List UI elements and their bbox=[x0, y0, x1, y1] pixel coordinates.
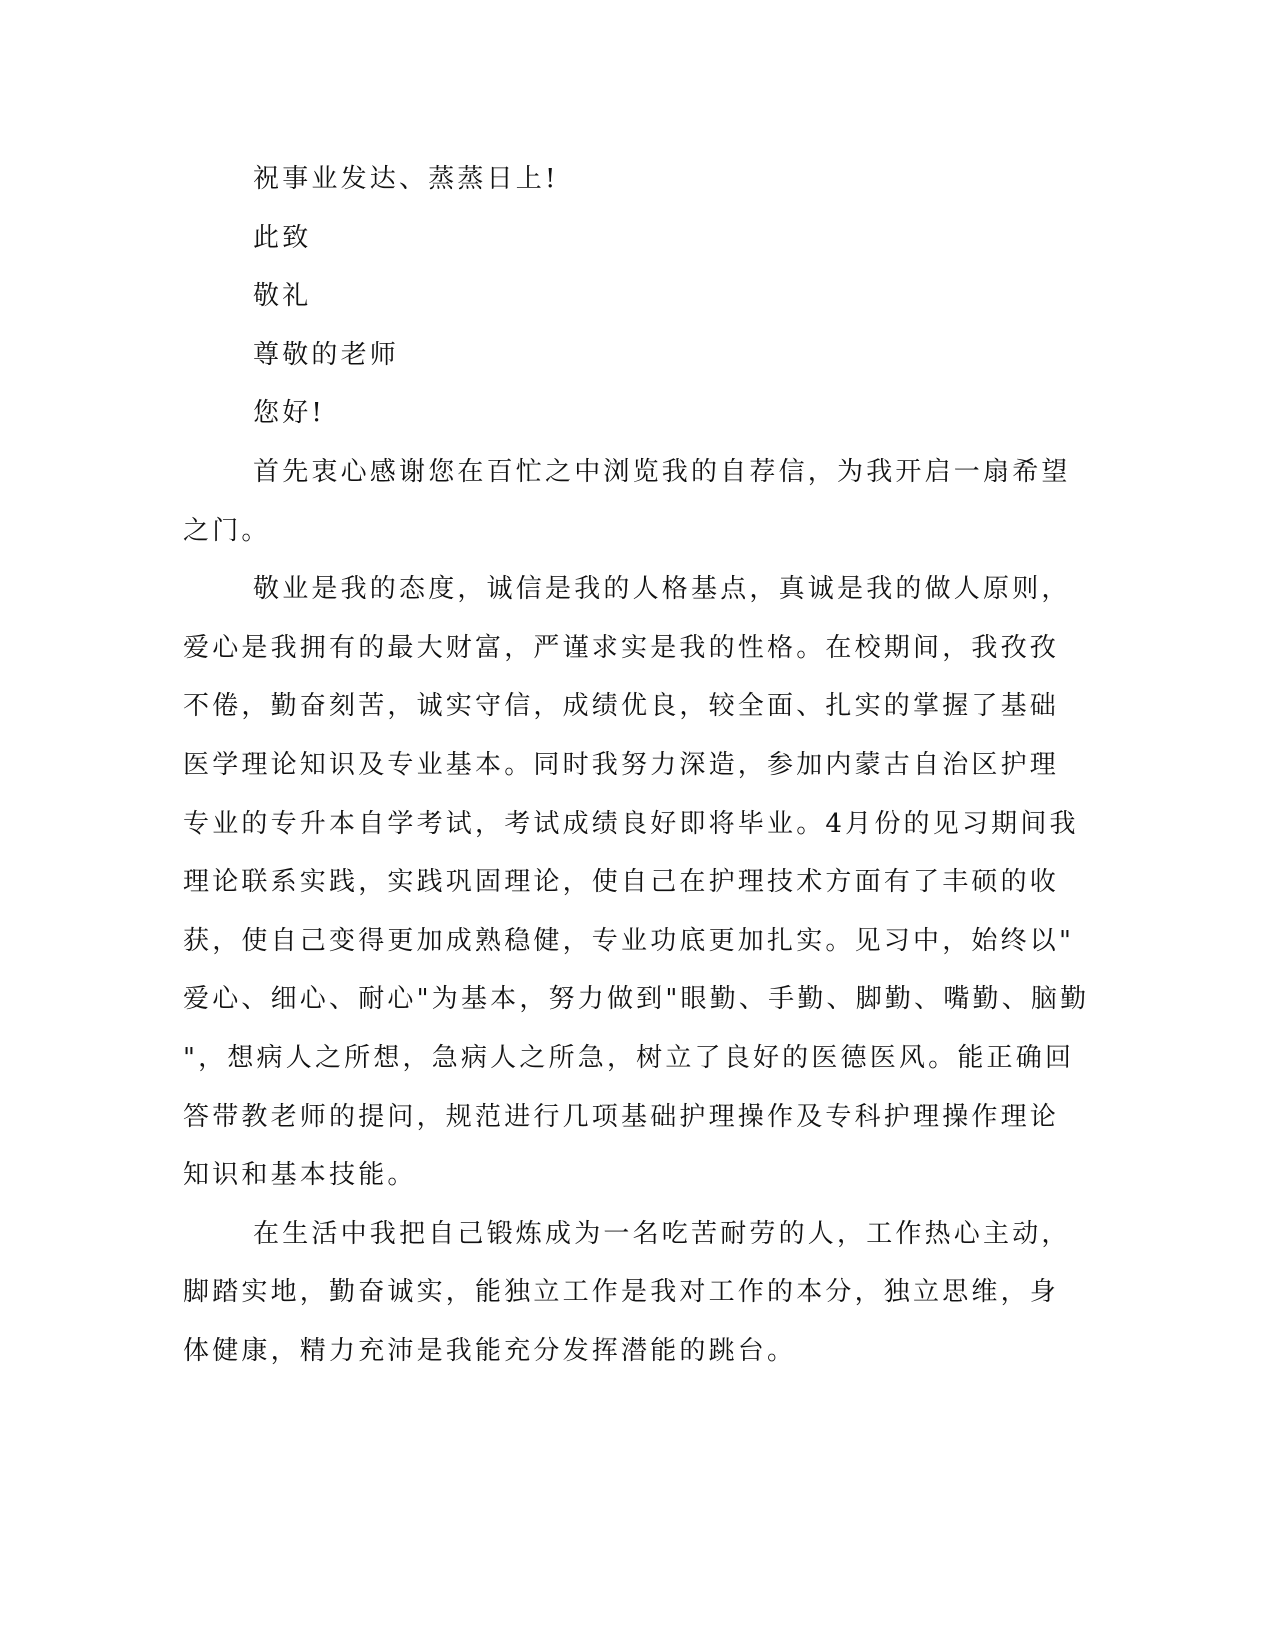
paragraph-line: 专业的专升本自学考试，考试成绩良好即将毕业。4月份的见习期间我 bbox=[183, 808, 1079, 839]
paragraph-line: 之门。 bbox=[183, 515, 271, 546]
letter-body bbox=[183, 150, 1090, 1380]
paragraph-line: 脚踏实地，勤奋诚实，能独立工作是我对工作的本分，独立思维，身 bbox=[183, 1277, 1060, 1308]
paragraph-line: 知识和基本技能。 bbox=[183, 1160, 417, 1191]
paragraph-line: 爱心是我拥有的最大财富，严谨求实是我的性格。在校期间，我孜孜 bbox=[183, 632, 1060, 663]
paragraph-line: "，想病人之所想，急病人之所急，树立了良好的医德医风。能正确回 bbox=[183, 1042, 1075, 1073]
paragraph-3 bbox=[183, 1205, 1071, 1381]
paragraph-2 bbox=[183, 560, 1090, 1205]
paragraph-line: 医学理论知识及专业基本。同时我努力深造，参加内蒙古自治区护理 bbox=[183, 749, 1060, 780]
closing-wish: 祝事业发达、蒸蒸日上! bbox=[253, 164, 559, 194]
greeting-hello: 您好! bbox=[253, 398, 326, 429]
paragraph-line: 不倦，勤奋刻苦，诚实守信，成绩优良，较全面、扎实的掌握了基础 bbox=[183, 691, 1060, 722]
paragraph-line: 在生活中我把自己锻炼成为一名吃苦耐劳的人，工作热心主动， bbox=[253, 1218, 1071, 1249]
paragraph-line: 理论联系实践，实践巩固理论，使自己在护理技术方面有了丰硕的收 bbox=[183, 867, 1060, 898]
closing-salutation-2: 敬礼 bbox=[253, 281, 312, 312]
paragraph-1 bbox=[183, 443, 1071, 560]
closing-salutation-1: 此致 bbox=[253, 222, 312, 253]
greeting-addressee: 尊敬的老师 bbox=[253, 339, 400, 370]
paragraph-line: 首先衷心感谢您在百忙之中浏览我的自荐信，为我开启一扇希望 bbox=[253, 456, 1071, 487]
paragraph-line: 敬业是我的态度，诚信是我的人格基点，真诚是我的做人原则， bbox=[253, 574, 1071, 605]
paragraph-line: 答带教老师的提问，规范进行几项基础护理操作及专科护理操作理论 bbox=[183, 1101, 1060, 1132]
paragraph-line: 体健康，精力充沛是我能充分发挥潜能的跳台。 bbox=[183, 1335, 797, 1366]
paragraph-line: 爱心、细心、耐心"为基本，努力做到"眼勤、手勤、脚勤、嘴勤、脑勤 bbox=[183, 984, 1090, 1015]
paragraph-line: 获，使自己变得更加成熟稳健，专业功底更加扎实。见习中，始终以" bbox=[183, 925, 1075, 956]
